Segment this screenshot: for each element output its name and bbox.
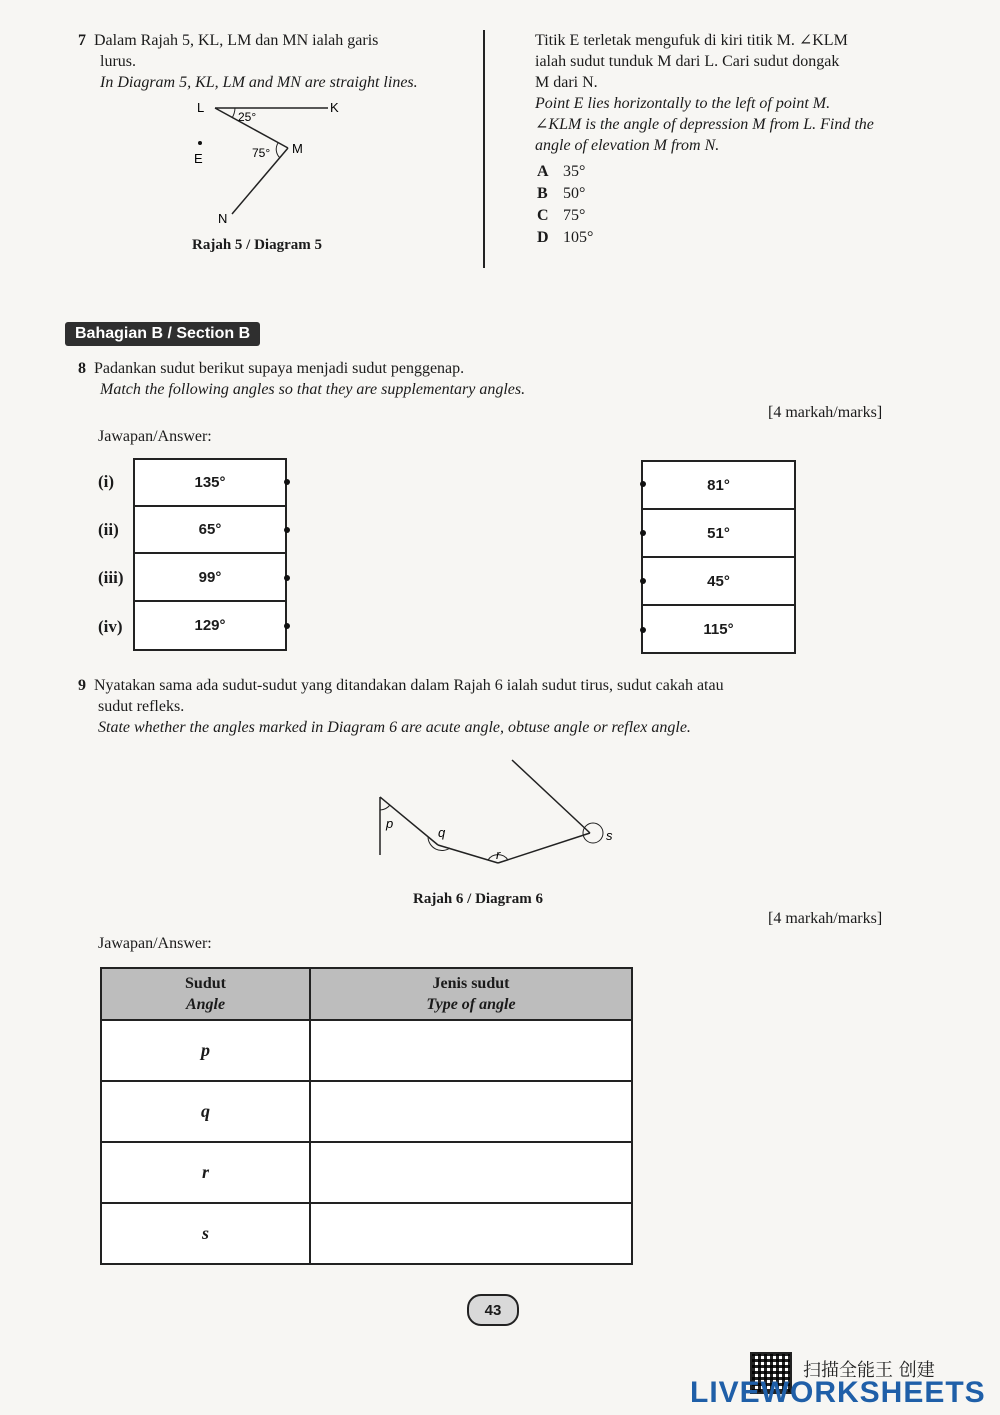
q9-angle-cell: r xyxy=(101,1142,310,1203)
q8-left-value: 65° xyxy=(198,521,222,538)
q9-header-type-ms: Jenis sudut xyxy=(432,975,510,992)
q8-label-iii: (iii) xyxy=(98,568,124,587)
q8-left-box-1[interactable] xyxy=(133,458,287,507)
option-letter: B xyxy=(537,185,548,202)
q9-table-header xyxy=(101,968,632,1020)
liveworksheets-logo: LIVEWORKSHEETS xyxy=(690,1376,986,1409)
q9-header-angle-ms: Sudut xyxy=(185,975,226,992)
q8-left-box-2[interactable] xyxy=(133,505,287,554)
angle-arc-25 xyxy=(232,108,235,118)
q9-header-angle-en: Angle xyxy=(185,996,226,1013)
q8-ms: Padankan sudut berikut supaya menjadi sudut penggenap. xyxy=(94,360,465,377)
d6-label-p: p xyxy=(386,816,394,831)
q8-label-iv: (iv) xyxy=(98,617,123,636)
q8-left-box-3[interactable] xyxy=(133,552,287,602)
q8-right-dot-1[interactable] xyxy=(640,481,646,487)
label-n: N xyxy=(218,211,228,226)
d6-label-s: s xyxy=(606,828,613,843)
q7-option-b[interactable] xyxy=(537,185,585,203)
q7-right-text xyxy=(535,30,915,156)
label-75: 75° xyxy=(252,146,271,160)
q9-angle-cell: q xyxy=(101,1081,310,1142)
q8-label-i: (i) xyxy=(98,472,115,491)
label-l: L xyxy=(197,100,205,115)
q8-number: 8 xyxy=(78,360,86,377)
q9-type-answer-p[interactable] xyxy=(310,1020,632,1081)
table-row xyxy=(101,1081,632,1142)
q8-left-value: 135° xyxy=(194,474,226,491)
table-row xyxy=(101,1020,632,1081)
diagram-5-caption: Rajah 5 / Diagram 5 xyxy=(192,237,322,253)
q9-ms-2: sudut refleks. xyxy=(98,698,185,715)
q8-right-value: 51° xyxy=(707,524,730,542)
angle-arc-75 xyxy=(276,143,280,158)
column-divider xyxy=(483,30,485,268)
option-letter: D xyxy=(537,229,549,246)
label-25: 25° xyxy=(238,110,257,124)
q7-option-c[interactable] xyxy=(537,207,585,225)
q8-left-dot-2[interactable] xyxy=(284,527,290,533)
q7-right-en-2: ∠KLM is the angle of depression M from L. Find the xyxy=(535,116,874,133)
q8-left-value: 99° xyxy=(198,568,222,586)
table-row xyxy=(101,1203,632,1264)
q7-right-ms-1: Titik E terletak mengufuk di kiri titik M. ∠KLM xyxy=(535,32,848,49)
q7-right-ms-2: ialah sudut tunduk M dari L. Cari sudut dongak xyxy=(535,53,840,70)
diagram-6-caption: Rajah 6 / Diagram 6 xyxy=(413,891,543,907)
q8-left-dot-3[interactable] xyxy=(284,575,290,581)
q7-ms-line1: Dalam Rajah 5, KL, LM dan MN ialah garis xyxy=(94,32,379,49)
q8-left-dot-1[interactable] xyxy=(284,479,290,485)
d6-arc-p xyxy=(380,805,390,810)
q9-ms-1: Nyatakan sama ada sudut-sudut yang ditandakan dalam Rajah 6 ialah sudut tirus, sudut cakah atau xyxy=(94,677,724,694)
q8-label-ii: (ii) xyxy=(98,520,119,539)
q9-marks: [4 markah/marks] xyxy=(768,910,883,927)
q8-right-value: 115° xyxy=(703,620,734,638)
q9-type-answer-r[interactable] xyxy=(310,1142,632,1203)
q9-answer-label: Jawapan/Answer: xyxy=(98,935,212,952)
q9-header-angle xyxy=(101,968,310,1020)
q8-right-dot-3[interactable] xyxy=(640,578,646,584)
d6-label-q: q xyxy=(438,825,446,840)
point-e-dot xyxy=(198,141,202,145)
q8-left-value: 129° xyxy=(194,617,226,634)
q8-right-box-3[interactable] xyxy=(641,556,796,606)
q7-option-a[interactable] xyxy=(537,163,585,181)
diagram-5 xyxy=(180,96,370,238)
diagram-6 xyxy=(370,755,620,875)
q7-right-en-3: angle of elevation M from N. xyxy=(535,137,720,154)
q7-right-ms-3: M dari N. xyxy=(535,74,598,91)
q9-angle-cell: s xyxy=(101,1203,310,1264)
q9-number: 9 xyxy=(78,677,86,694)
q8-text xyxy=(78,358,878,400)
q7-en: In Diagram 5, KL, LM and MN are straight lines. xyxy=(100,74,418,91)
table-row xyxy=(101,1142,632,1203)
q9-type-answer-s[interactable] xyxy=(310,1203,632,1264)
q8-right-value: 45° xyxy=(707,572,730,590)
q7-text xyxy=(78,30,470,93)
d6-line-rs xyxy=(498,833,590,863)
q9-header-type-en: Type of angle xyxy=(426,996,516,1013)
q8-en: Match the following angles so that they are supplementary angles. xyxy=(100,381,526,398)
q9-en: State whether the angles marked in Diagram 6 are acute angle, obtuse angle or reflex angle. xyxy=(98,719,691,736)
option-letter: C xyxy=(537,207,549,224)
label-m: M xyxy=(292,141,303,156)
d6-label-r: r xyxy=(496,847,501,862)
d6-arc-s xyxy=(583,823,603,843)
q8-right-box-1[interactable] xyxy=(641,460,796,510)
q8-left-dot-4[interactable] xyxy=(284,623,290,629)
q9-type-answer-q[interactable] xyxy=(310,1081,632,1142)
label-e: E xyxy=(194,151,203,166)
option-value: 105° xyxy=(563,229,594,246)
q8-right-box-2[interactable] xyxy=(641,508,796,558)
q9-text xyxy=(78,675,908,738)
option-value: 35° xyxy=(563,163,586,180)
scan-credit: 扫描全能王 创建 xyxy=(803,1360,935,1381)
label-k: K xyxy=(330,100,339,115)
q8-left-box-4[interactable] xyxy=(133,600,287,651)
q7-ms-line2: lurus. xyxy=(100,53,136,70)
q9-angle-cell: p xyxy=(101,1020,310,1081)
page-number: 43 xyxy=(467,1294,519,1326)
q9-answer-table xyxy=(100,967,633,1265)
q8-right-dot-2[interactable] xyxy=(640,530,646,536)
q8-right-dot-4[interactable] xyxy=(640,627,646,633)
d6-top-line xyxy=(512,760,590,833)
q7-number: 7 xyxy=(78,32,86,49)
q8-right-value: 81° xyxy=(707,476,730,494)
q7-right-en-1: Point E lies horizontally to the left of point M. xyxy=(535,95,831,112)
option-letter: A xyxy=(537,163,549,180)
option-value: 75° xyxy=(563,207,586,224)
q8-right-box-4[interactable] xyxy=(641,604,796,654)
option-value: 50° xyxy=(563,185,586,202)
d6-line-qr xyxy=(438,845,498,863)
q8-answer-label: Jawapan/Answer: xyxy=(98,428,212,445)
q7-option-d[interactable] xyxy=(537,229,593,247)
q9-header-type xyxy=(310,968,632,1020)
section-b-tag: Bahagian B / Section B xyxy=(65,322,260,346)
q8-marks: [4 markah/marks] xyxy=(768,404,883,421)
